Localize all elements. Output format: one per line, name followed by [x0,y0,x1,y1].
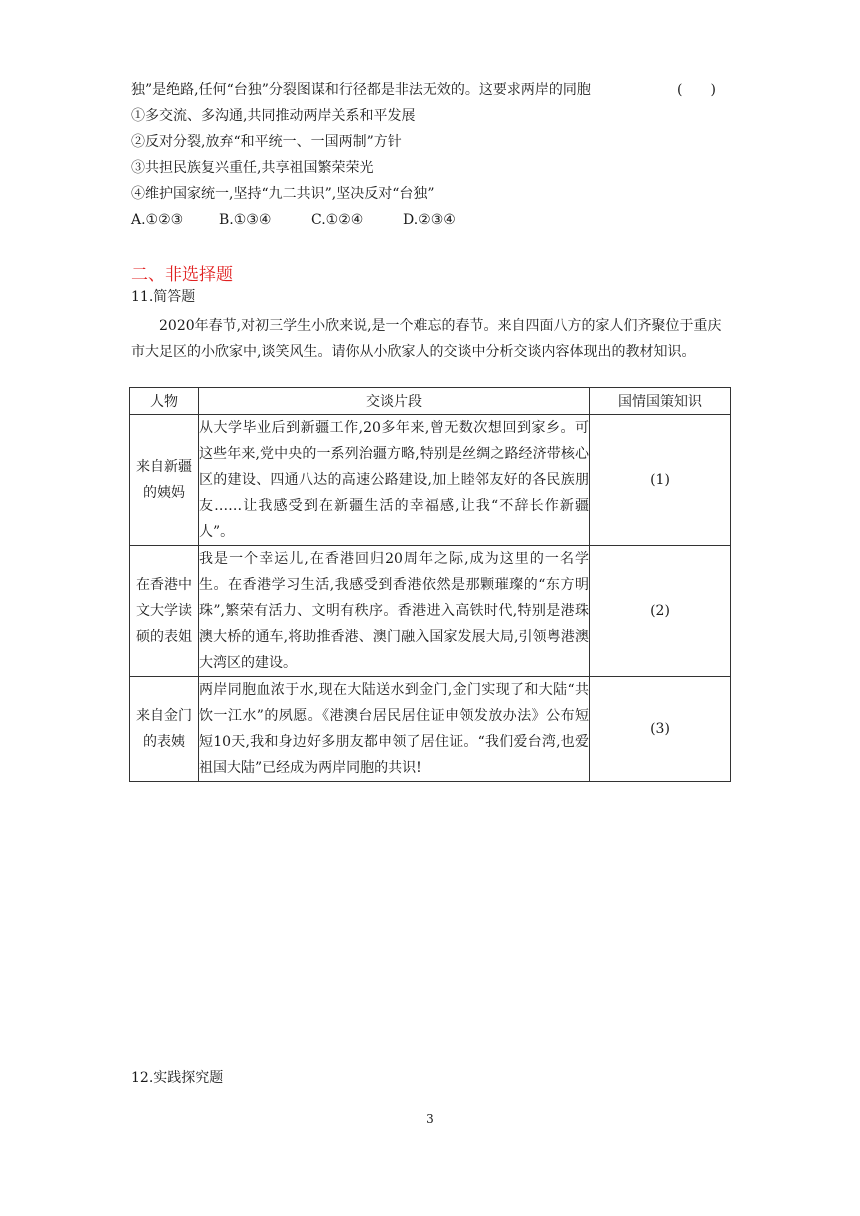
header-knowledge: 国情国策知识 [590,388,731,415]
row-fragment: 两岸同胞血浓于水,现在大陆送水到金门,金门实现了和大陆“共饮一江水”的夙愿。《港澳台居民居住证申领发放办法》公布短短10天,我和身边好多朋友都申领了居住证。“我们爱台湾,也爱祖国大陆”已经成为两岸同胞的共识! [199,677,590,782]
conversation-table [129,387,731,782]
question11-label: 11.简答题 [131,289,196,305]
question11-intro: 2020年春节,对初三学生小欣来说,是一个难忘的春节。来自四面八方的家人们齐聚位于重庆市大足区的小欣家中,谈笑风生。请你从小欣家人的交谈中分析交谈内容体现出的教材知识。 [131,318,722,360]
option-4: ④维护国家统一,坚持“九二共识”,坚决反对“台独” [131,186,435,202]
row-person: 来自新疆的姨妈 [130,415,199,546]
table-header-row [130,388,731,415]
section-title: 二、非选择题 [131,265,233,285]
row-fragment: 从大学毕业后到新疆工作,20多年来,曾无数次想回到家乡。可这些年来,党中央的一系列治疆方略,特别是丝绸之路经济带核心区的建设、四通八达的高速公路建设,加上睦邻友好的各民族朋友……让我感受到在新疆生活的幸福感,让我“不辞长作新疆人”。 [199,415,590,546]
option-3: ③共担民族复兴重任,共享祖国繁荣荣光 [131,160,374,176]
table-row [130,415,731,546]
question12-label: 12.实践探究题 [131,1070,224,1086]
row-knowledge: (2) [590,546,731,677]
choice-c: C.①②④ [311,212,364,228]
header-person: 人物 [130,388,199,415]
header-fragment: 交谈片段 [199,388,590,415]
table-row [130,546,731,677]
stem-text: 独”是绝路,任何“台独”分裂图谋和行径都是非法无效的。这要求两岸的同胞 [131,82,591,98]
choice-d: D.②③④ [403,212,456,228]
page-number: 3 [426,1112,434,1126]
table-row [130,677,731,782]
option-2: ②反对分裂,放弃“和平统一、一国两制”方针 [131,134,402,150]
row-person: 来自金门的表姨 [130,677,199,782]
question10-stem [131,80,716,100]
choice-b: B.①③④ [219,212,272,228]
answer-blank: ( ) [677,82,716,98]
row-fragment: 我是一个幸运儿,在香港回归20周年之际,成为这里的一名学生。在香港学习生活,我感受到香港依然是那颗璀璨的“东方明珠”,繁荣有活力、文明有秩序。香港进入高铁时代,特别是港珠澳大桥的通车,将助推香港、澳门融入国家发展大局,引领粤港澳大湾区的建设。 [199,546,590,677]
option-1: ①多交流、多沟通,共同推动两岸关系和平发展 [131,108,416,124]
row-knowledge: (1) [590,415,731,546]
choice-a: A.①②③ [131,212,184,228]
row-person: 在香港中文大学读硕的表姐 [130,546,199,677]
row-knowledge: (3) [590,677,731,782]
